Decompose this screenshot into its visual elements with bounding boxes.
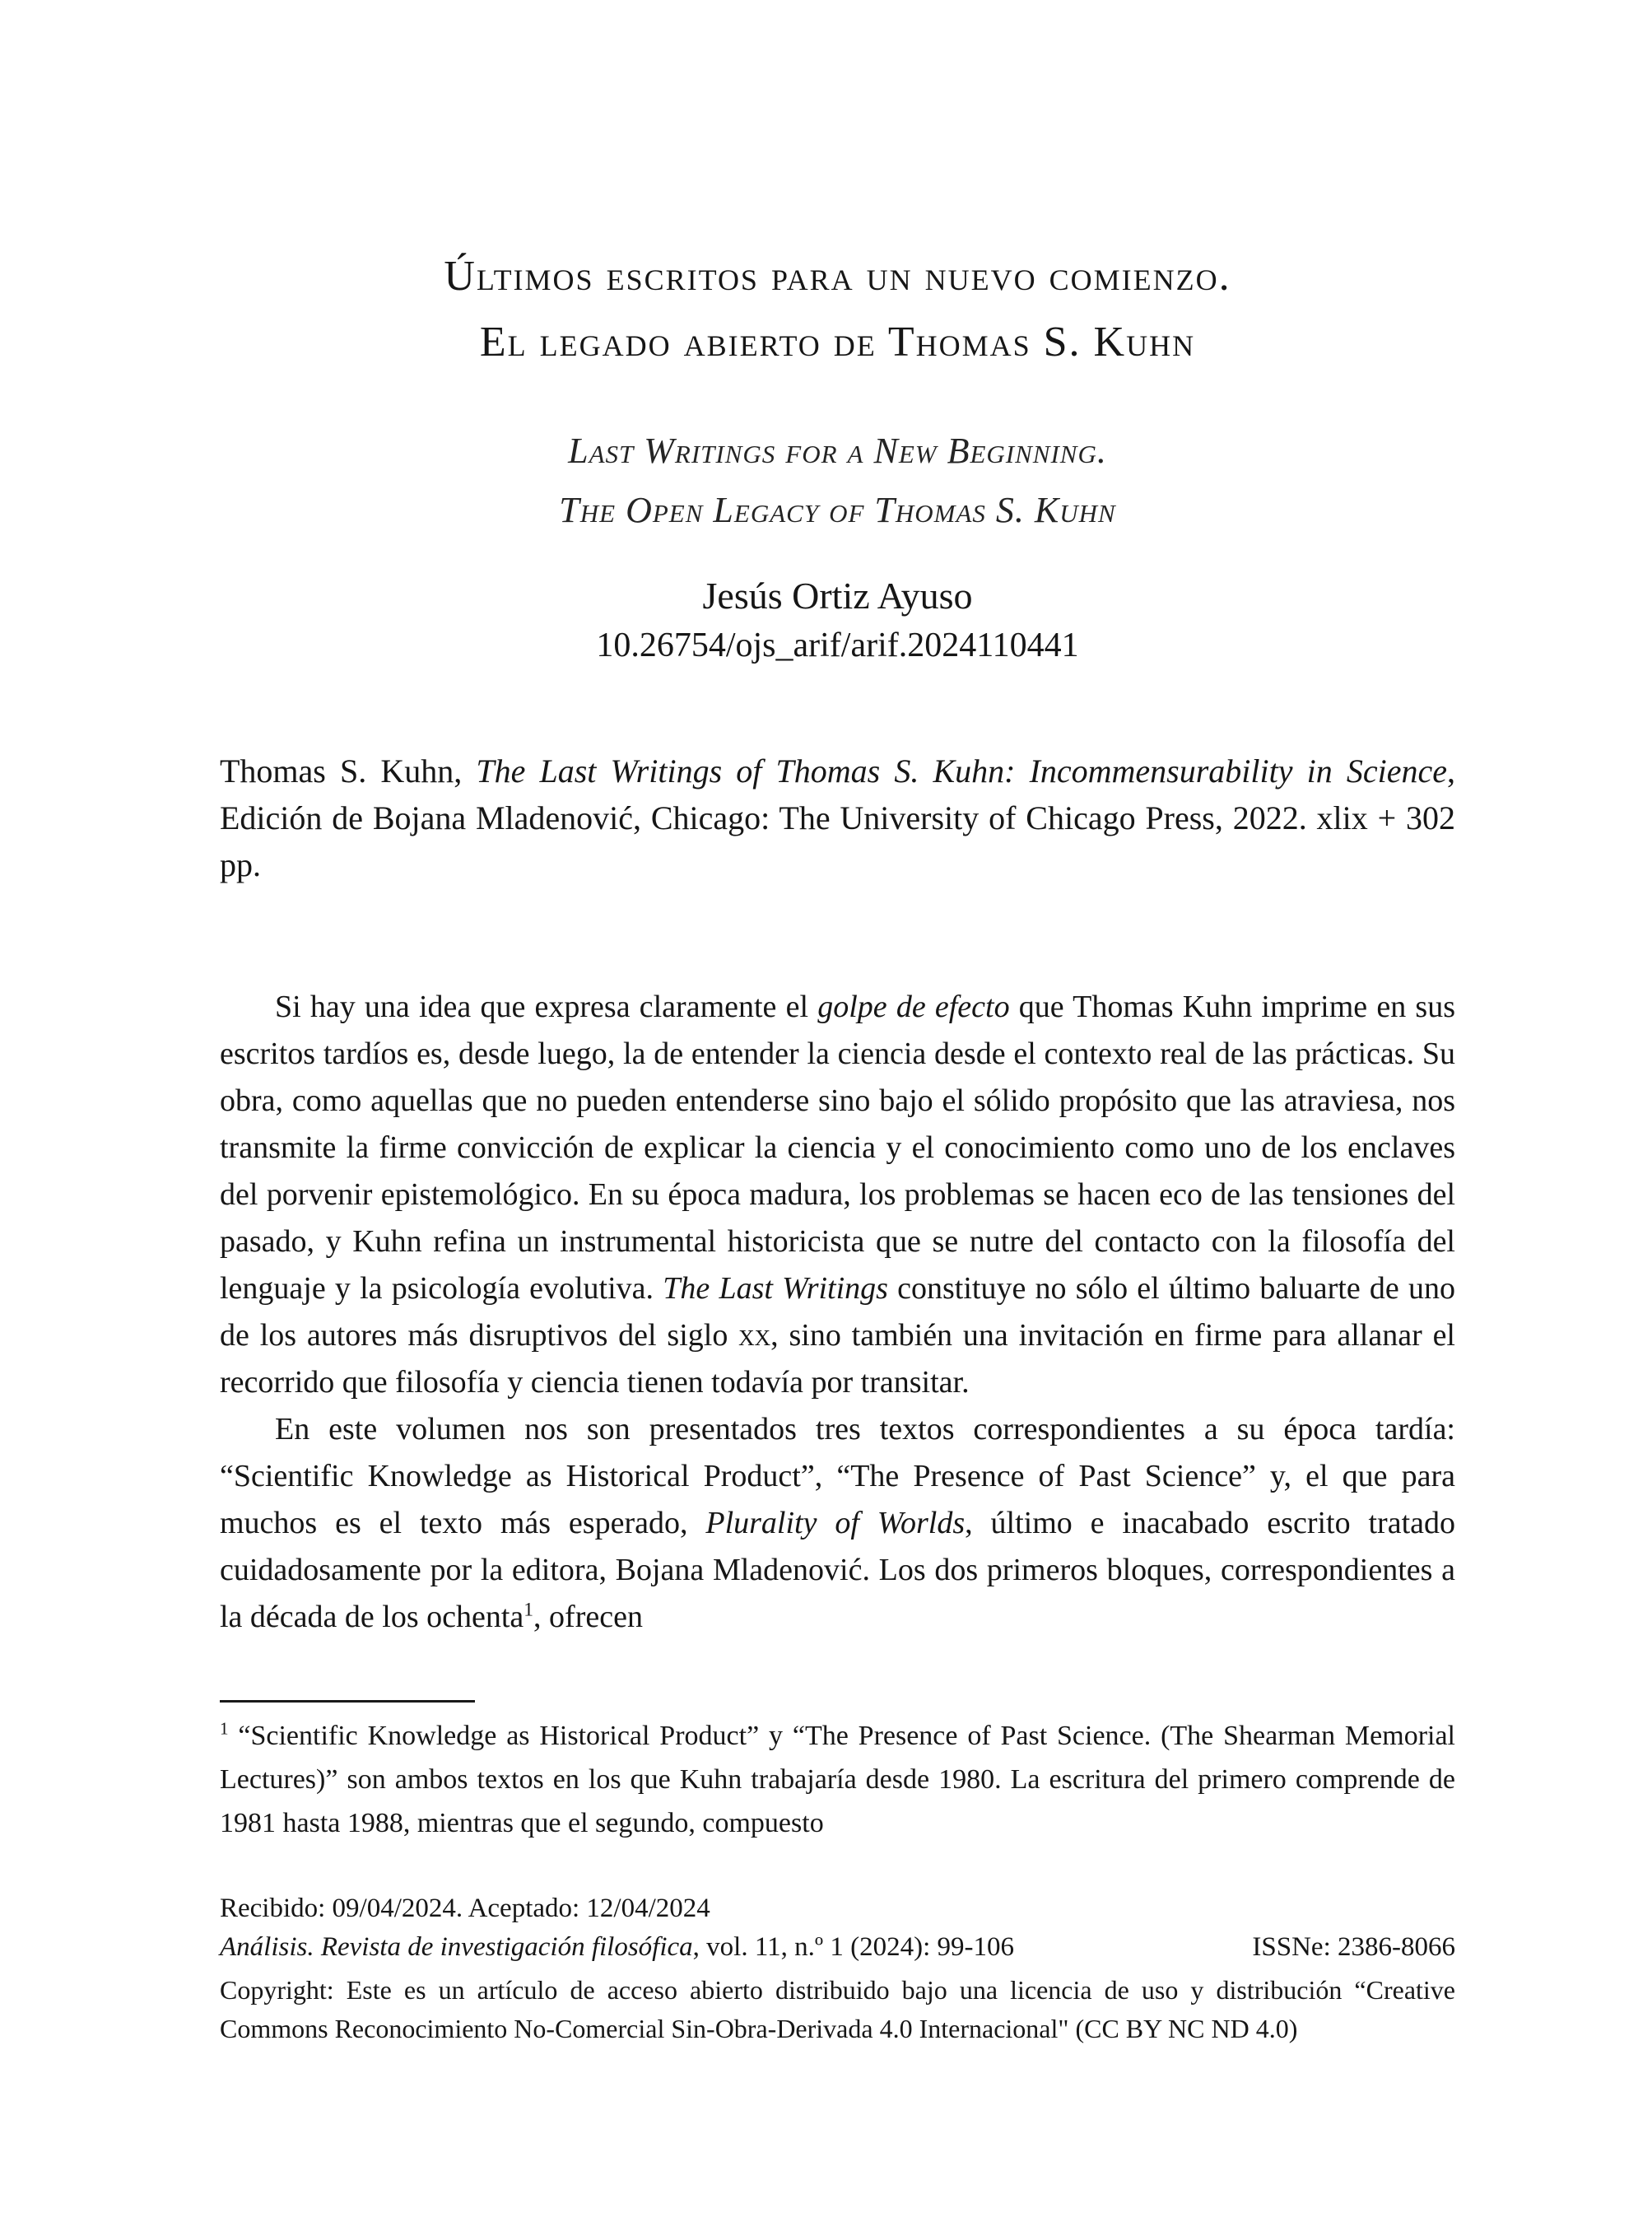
journal-issn-row — [220, 1928, 1455, 1967]
subtitle-line-2: The Open Legacy of Thomas S. Kuhn — [559, 490, 1116, 530]
journal-citation: Análisis. Revista de investigación filosófica, vol. 11, n.º 1 (2024): 99-106 — [220, 1932, 1014, 1962]
title-line-1: Últimos escritos para un nuevo comienzo. — [444, 253, 1231, 300]
received-accepted: Recibido: 09/04/2024. Aceptado: 12/04/2024 — [220, 1894, 710, 1923]
issn: ISSNe: 2386-8066 — [1252, 1932, 1455, 1962]
copyright-notice: Copyright: Este es un artículo de acceso abierto distribuido bajo una licencia de uso y distribución “Creative Commons Reconocimiento No-Comercial Sin-Obra-Derivada 4.0 Internacional" (CC BY NC ND 4.0) — [220, 1975, 1455, 2043]
footnote-separator — [220, 1700, 475, 1703]
article-body — [220, 984, 1455, 1641]
article-title — [220, 0, 1455, 375]
paragraph: Si hay una idea que expresa claramente el golpe de efecto que Thomas Kuhn imprime en sus escritos tardíos es, desde luego, la de entender la ciencia desde el contexto real de las prácticas. Su obra, como aquellas que no pueden entenderse sino bajo el sólido propósito que las atraviesa, nos transmite la firme convicción de explicar la ciencia y el conocimiento como uno de los enclaves del porvenir epistemológico. En su época madura, los problemas se hacen eco de las tensiones del pasado, y Kuhn refina un instrumental historicista que se nutre del contacto con la filosofía del lenguaje y la psicología evolutiva. The Last Writings constituye no sólo el último baluarte de uno de los autores más disruptivos del siglo xx, sino también una invitación en firme para allanar el recorrido que filosofía y ciencia tienen todavía por transitar. — [220, 990, 1455, 1400]
paragraph: En este volumen nos son presentados tres textos correspondientes a su época tardía: “Scientific Knowledge as Historical Product”, “The Presence of Past Science” y, el que para muchos es el texto más esperado, Plurality of Worlds, último e inacabado escrito tratado cuidadosamente por la editora, Bojana Mladenović. Los dos primeros bloques, correspondientes a la década de los ochenta$^1$, ofrecen — [220, 1412, 1455, 1634]
doi: 10.26754/ojs_arif/arif.2024110441 — [596, 627, 1079, 664]
subtitle-line-1: Last Writings for a New Beginning. — [568, 431, 1107, 471]
title-line-2: El legado abierto de Thomas S. Kuhn — [479, 319, 1196, 366]
book-citation: Thomas S. Kuhn, The Last Writings of Thomas S. Kuhn: Incommensurability in Science, Edición de Bojana Mladenović, Chicago: The University of Chicago Press, 2022. xlix + 302 pp. — [220, 752, 1455, 883]
page-footer — [220, 1889, 1455, 2048]
author-name: Jesús Ortiz Ayuso — [702, 575, 973, 617]
footnote: $^1$ “Scientific Knowledge as Historical Product” y “The Presence of Past Science. (The Shearman Memorial Lectures)” son ambos textos en los que Kuhn trabajaría desde 1980. La escritura del primero comprende de 1981 hasta 1988, mientras que el segundo, compuesto — [220, 1718, 1455, 1838]
article-subtitle — [220, 422, 1455, 540]
